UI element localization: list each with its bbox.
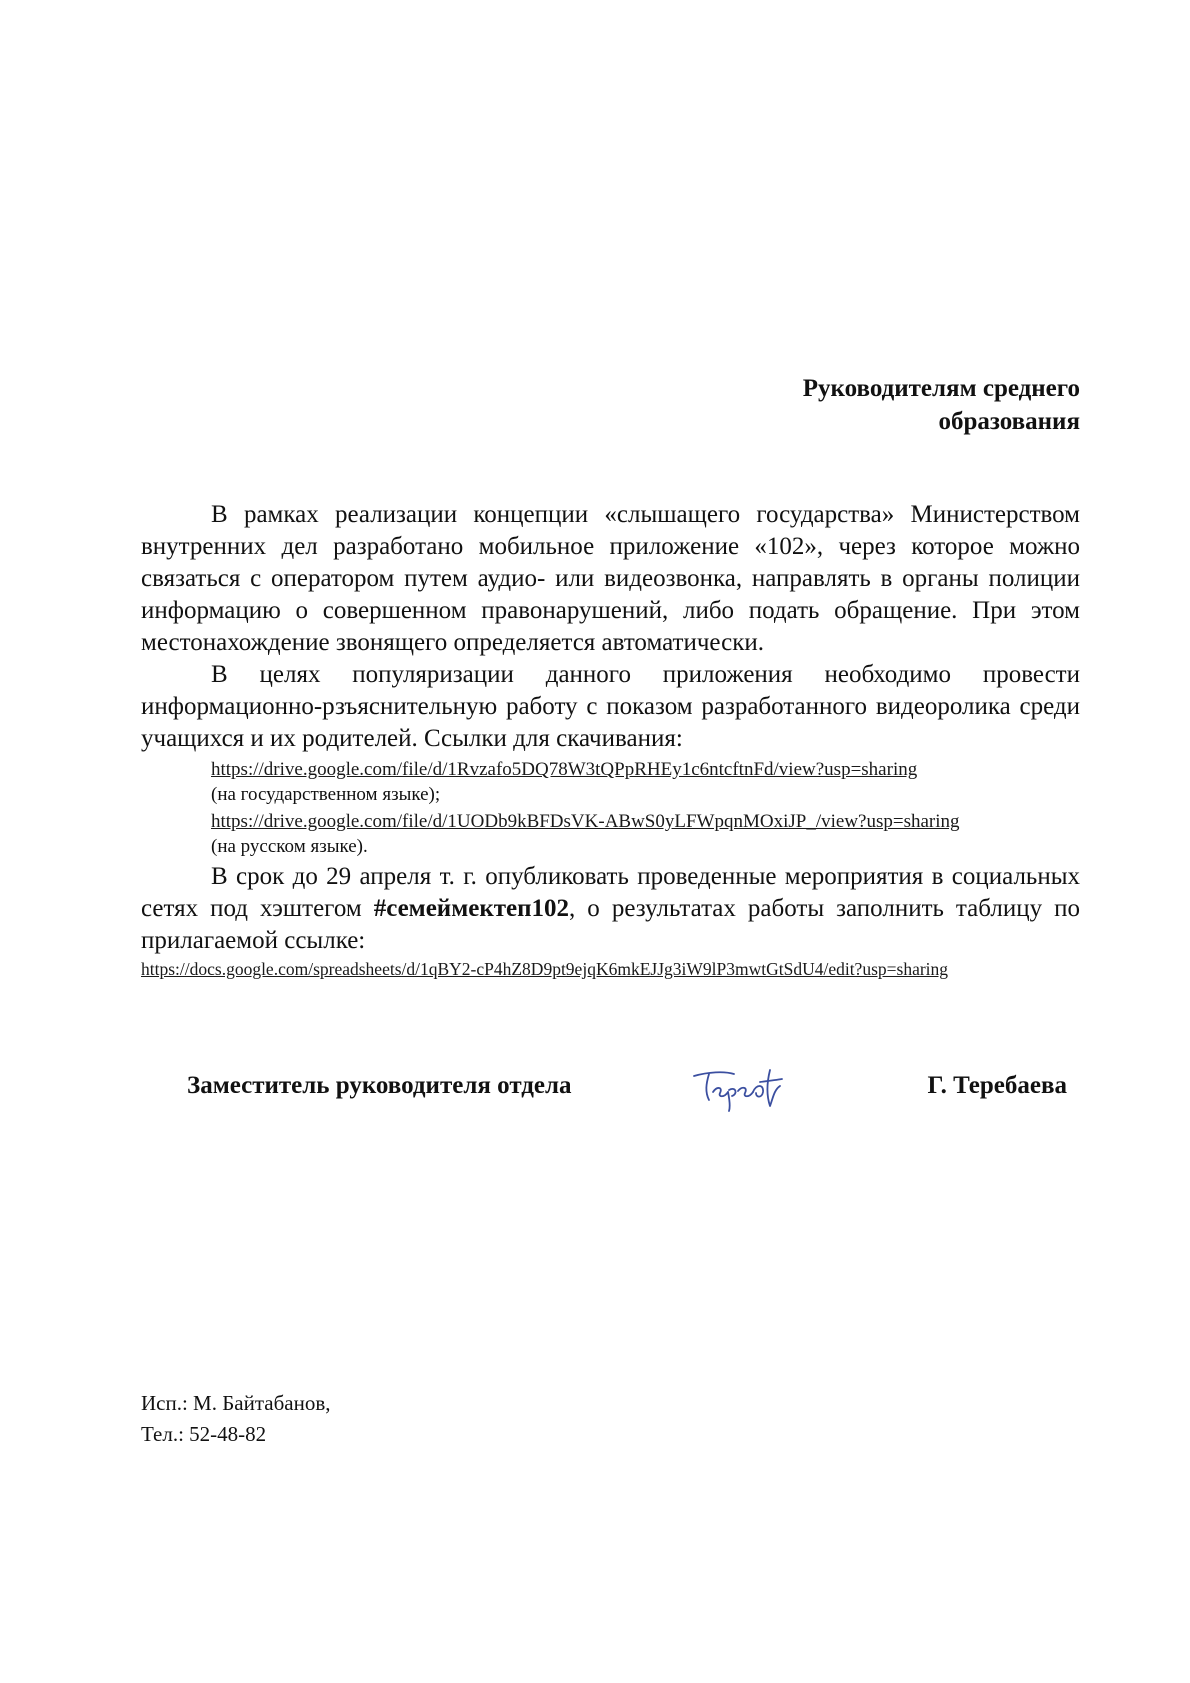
- link-line-table: [141, 957, 1080, 981]
- link-video-russian-language[interactable]: https://drive.google.com/file/d/1UODb9kBFDsVK-ABwS0yLFWpqnMOxiJP_/view?usp=sharing: [211, 811, 960, 832]
- link-report-table[interactable]: https://docs.google.com/spreadsheets/d/1qBY2-cP4hZ8D9pt9ejqK6mkEJJg3iW9lP3mwtGtSdU4/edit?usp=sharing: [141, 959, 949, 979]
- executor-name: Исп.: М. Байтабанов,: [141, 1391, 331, 1415]
- paragraph-popularization-text: В целях популяризации данного приложения необходимо провести информационно-рзъяснительную работу с показом разработанного видеоролика среди учащихся и их родителей. Ссылки для скачивания:: [141, 661, 1080, 752]
- note-russian-language: (на русском языке).: [211, 836, 368, 857]
- signatory-name: Г. Теребаева: [927, 1072, 1067, 1099]
- signature-block: [187, 1072, 1067, 1122]
- paragraph-deadline-text-1: В срок до 29 апреля т. г. опубликовать проведенные мероприятия в социальных сетях под хэштегом: [141, 863, 1080, 922]
- addressee-line-1: Руководителям среднего: [802, 375, 1080, 402]
- link-video-state-language[interactable]: https://drive.google.com/file/d/1Rvzafo5DQ78W3tQPpRHEy1c6ntcftnFd/view?usp=sharing: [211, 759, 918, 780]
- hashtag: #семеймектеп102: [373, 895, 570, 922]
- paragraph-deadline-text-2: , о результатах работы заполнить таблицу по прилагаемой ссылке:: [141, 895, 1080, 954]
- addressee-block: [660, 372, 1080, 438]
- handwritten-signature: [690, 1062, 790, 1112]
- note-state-language: (на государственном языке);: [211, 784, 441, 805]
- paragraph-deadline: [141, 861, 1080, 957]
- executor-phone: Тел.: 52-48-82: [141, 1422, 267, 1446]
- letter-body: [141, 499, 1080, 981]
- paragraph-app-description: В рамках реализации концепции «слышащего государства» Министерством внутренних дел разработано мобильное приложение «102», через которое можно связаться с оператором путем аудио- или видеозвонка, направлять в органы полиции информацию о совершенном правонарушений, либо подать обращение. При этом местонахождение звонящего определяется автоматически.: [141, 501, 1080, 656]
- link-line-state: [141, 757, 1080, 783]
- executor-block: [141, 1388, 331, 1450]
- addressee-line-2: образования: [938, 408, 1080, 435]
- link-line-russian: [141, 809, 1080, 835]
- signatory-role: Заместитель руководителя отдела: [187, 1072, 572, 1099]
- paragraph-popularization: [141, 659, 1080, 859]
